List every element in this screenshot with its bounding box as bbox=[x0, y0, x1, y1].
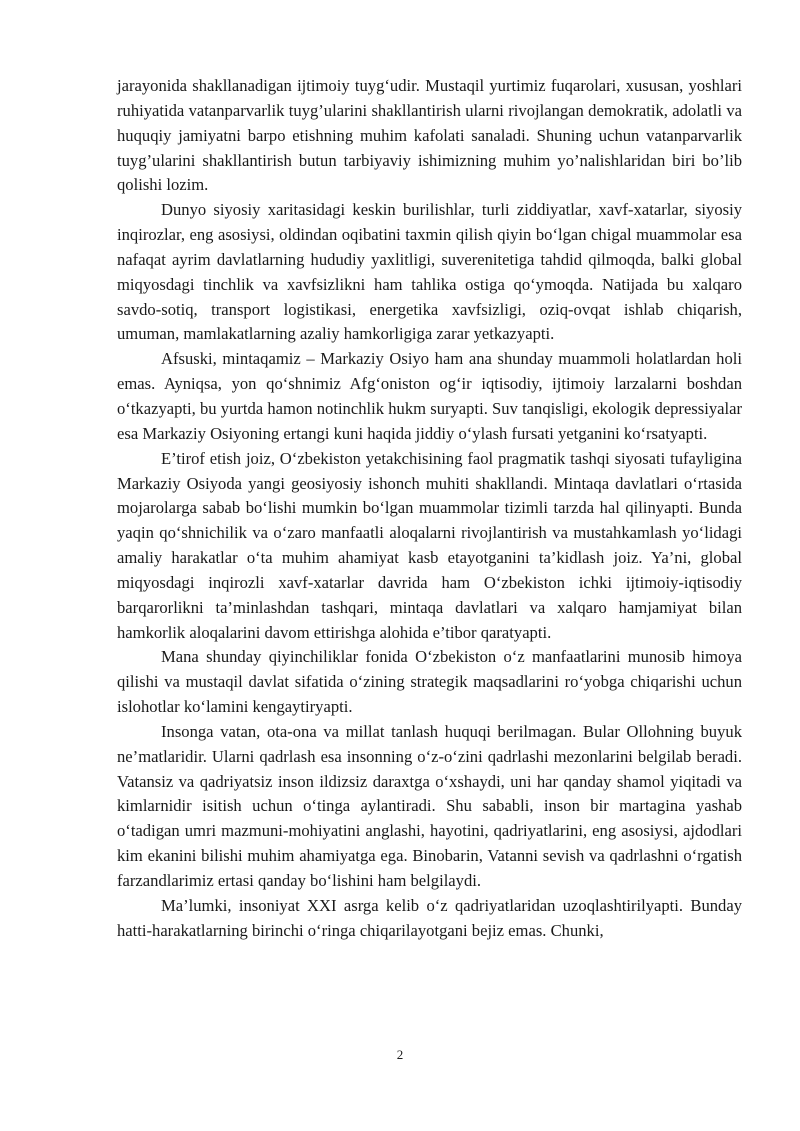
paragraph: Ma’lumki, insoniyat XXI asrga kelib o‘z qadriyatlaridan uzoqlashtirilyapti. Bunday hatti-harakatlarning birinchi o‘ringa chiqarilayotgani bejiz emas. Chunki, bbox=[117, 895, 742, 940]
page-number: 2 bbox=[396, 1047, 404, 1062]
paragraph: Mana shunday qiyinchiliklar fonida O‘zbekiston o‘z manfaatlarini munosib himoya qilishi va mustaqil davlat sifatida o‘zining strategik maqsadlarini ro‘yobga chiqarishi uchun islohotlar ko‘lamini kengaytiryapti. bbox=[117, 647, 742, 717]
paragraph: jarayonida shakllanadigan ijtimoiy tuyg‘udir. Mustaqil yurtimiz fuqarolari, xususan, yoshlari ruhiyatida vatanparvarlik tuyg’ularini shakllantirish ularni rivojlangan demokratik, adolatli va huquqiy jamiyatni barpo etishning muhim kafolati sanaladi. Shuning uchun vatanparvarlik tuyg’ularini shakllantirish butun tarbiyaviy ishimizning muhim yo’nalishlaridan biri bo’lib qolishi lozim. bbox=[117, 76, 742, 195]
body-text bbox=[117, 74, 742, 944]
paragraph: Afsuski, mintaqamiz – Markaziy Osiyo ham ana shunday muammoli holatlardan holi emas. Ayniqsa, yon qo‘shnimiz Afg‘oniston og‘ir iqtisodiy, ijtimoiy larzalarni boshdan o‘tkazyapti, bu yurtda hamon notinchlik hukm suryapti. Suv tanqisligi, ekologik depressiyalar esa Markaziy Osiyoning ertangi kuni haqida jiddiy o‘ylash fursati yetganini ko‘rsatyapti. bbox=[117, 349, 742, 443]
paragraph: Insonga vatan, ota-ona va millat tanlash huquqi berilmagan. Bular Ollohning buyuk ne’matlaridir. Ularni qadrlash esa insonning o‘z-o‘zini qadrlashi mezonlarini belgilab beradi. Vatansiz va qadriyatsiz inson ildizsiz daraxtga o‘xshaydi, uni har qanday shamol yiqitadi va kimlarnidir isitish uchun o‘tinga aylantiradi. Shu sababli, inson bir martagina yashab o‘tadigan umri mazmuni-mohiyatini anglashi, hayotini, qadriyatlarini, eng asosiysi, ajdodlari kim ekanini bilishi muhim ahamiyatga ega. Binobarin, Vatanni sevish va qadrlashni o‘rgatish farzandlarimiz ertasi qanday bo‘lishini ham belgilaydi. bbox=[117, 721, 742, 890]
paragraph: E’tirof etish joiz, O‘zbekiston yetakchisining faol pragmatik tashqi siyosati tufayligina Markaziy Osiyoda yangi geosiyosiy ishonch muhiti shakllandi. Mintaqa davlatlari o‘rtasida mojarolarga sabab bo‘lishi mumkin bo‘lgan muammolar tizimli tarzda hal qilinyapti. Bunda yaqin qo‘shnichilik va o‘zaro manfaatli aloqalarni rivojlantirish va mustahkamlash yo‘lidagi amaliy harakatlar o‘ta muhim ahamiyat kasb etayotganini ta’kidlash joiz. Ya’ni, global miqyosdagi inqirozli xavf-xatarlar davrida ham O‘zbekiston ichki ijtimoiy-iqtisodiy barqarorlikni ta’minlashdan tashqari, mintaqa davlatlari va xalqaro hamjamiyat bilan hamkorlik aloqalarini davom ettirishga alohida e’tibor qaratyapti. bbox=[117, 448, 742, 642]
paragraph: Dunyo siyosiy xaritasidagi keskin burilishlar, turli ziddiyatlar, xavf-xatarlar, siyosiy inqirozlar, eng asosiysi, oldindan oqibatini taxmin qilish qiyin bo‘lgan chigal muammolar esa nafaqat ayrim davlatlarning hududiy yaxlitligi, suverenitetiga tahdid qilmoqda, balki global miqyosdagi tinchlik va xavfsizlikni ham tahlika ostiga qo‘ymoqda. Natijada bu xalqaro savdo-sotiq, transport logistikasi, energetika xavfsizligi, oziq-ovqat ishlab chiqarish, umuman, mamlakatlarning azaliy hamkorligiga zarar yetkazyapti. bbox=[117, 200, 742, 344]
